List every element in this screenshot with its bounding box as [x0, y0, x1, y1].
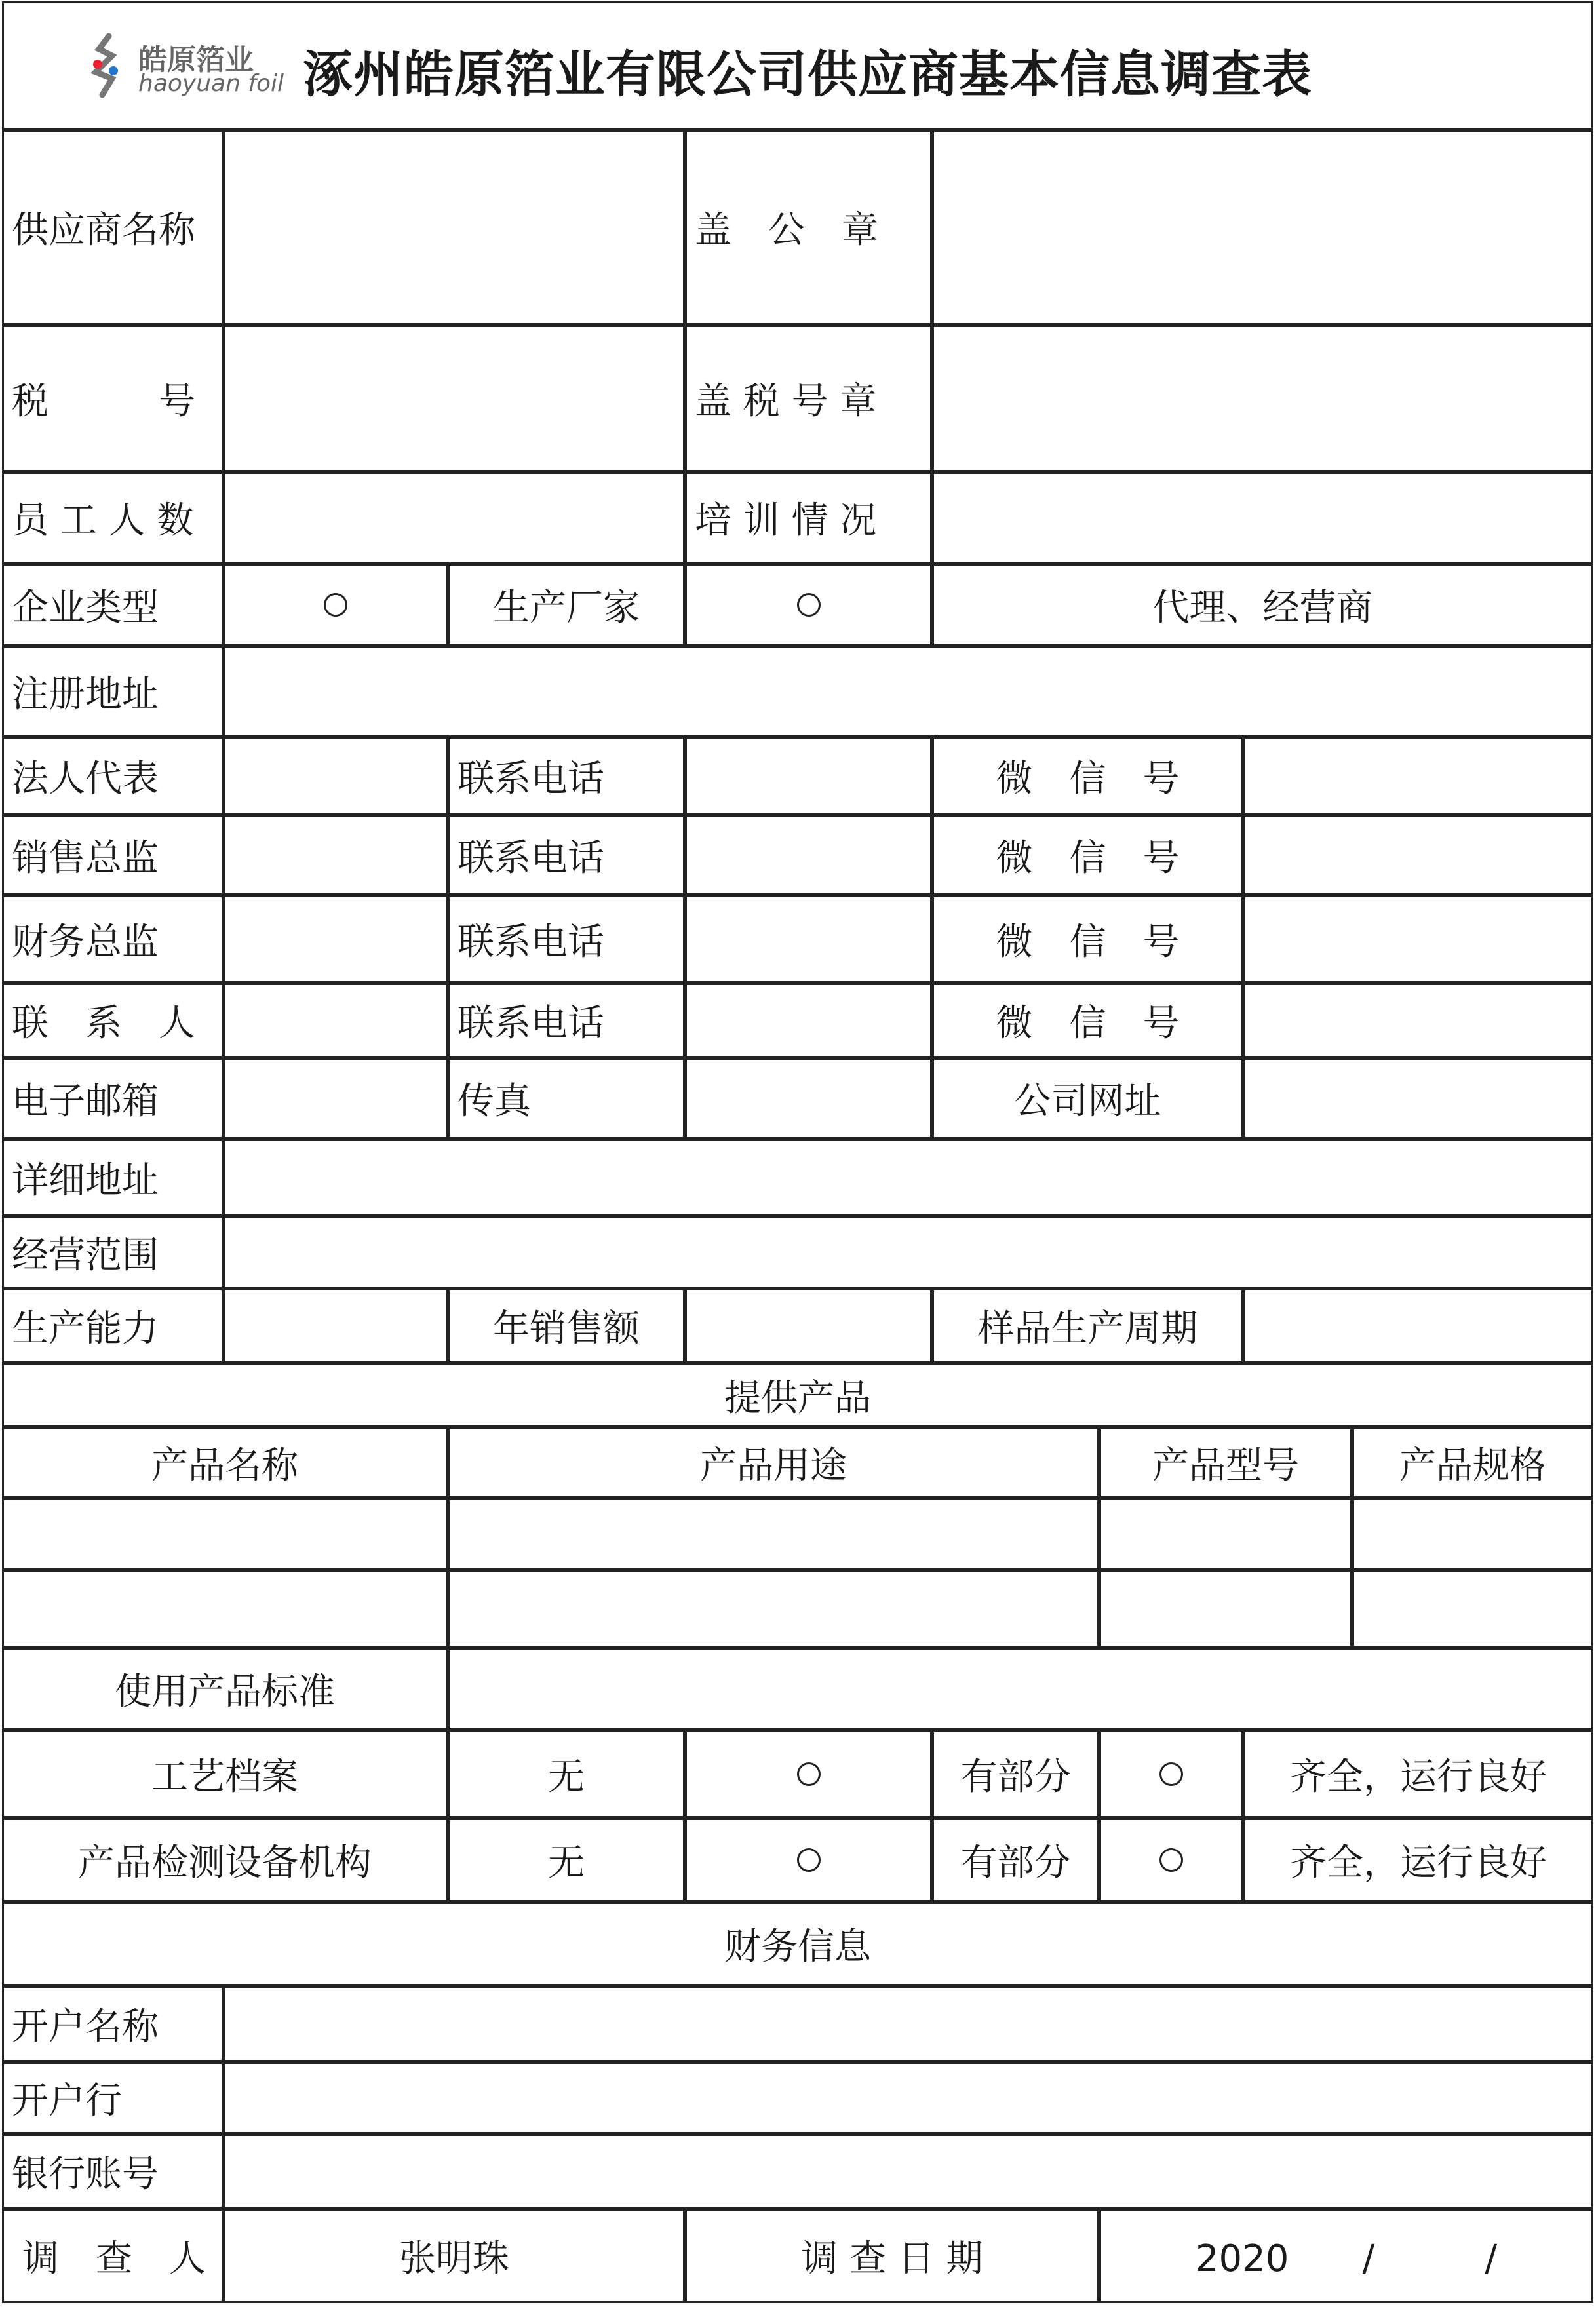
- field-supplier-name[interactable]: [224, 130, 685, 325]
- product-row-2-name[interactable]: [2, 1570, 448, 1648]
- label-partial: 有部分: [932, 1730, 1099, 1818]
- radio-process-partial[interactable]: [685, 1730, 932, 1818]
- label-agent-dealer: 代理、经营商: [932, 564, 1593, 646]
- field-fax[interactable]: [685, 1058, 932, 1139]
- supplier-survey-form: [3, 2, 1594, 2304]
- label-test-equipment: 产品检测设备机构: [2, 1818, 448, 1902]
- radio-test-partial[interactable]: [685, 1818, 932, 1902]
- label-account-number: 银行账号: [2, 2134, 224, 2209]
- label-none: 无: [448, 1818, 685, 1902]
- field-finance-director[interactable]: [224, 895, 448, 983]
- field-account-number[interactable]: [224, 2134, 1593, 2209]
- label-enterprise-type: 企业类型: [2, 564, 224, 646]
- field-email[interactable]: [224, 1058, 448, 1139]
- radio-circle-icon: [1159, 1848, 1183, 1872]
- col-product-name: 产品名称: [2, 1427, 448, 1498]
- field-legal-rep[interactable]: [224, 737, 448, 815]
- field-wechat[interactable]: [1243, 983, 1593, 1058]
- label-none: 无: [448, 1730, 685, 1818]
- field-account-name[interactable]: [224, 1986, 1593, 2062]
- field-registered-address[interactable]: [224, 646, 1593, 737]
- radio-agent[interactable]: [685, 564, 932, 646]
- label-complete: 齐全，运行良好: [1243, 1730, 1593, 1818]
- field-sales-director[interactable]: [224, 815, 448, 895]
- field-capacity[interactable]: [224, 1289, 448, 1363]
- label-account-name: 开户名称: [2, 1986, 224, 2062]
- logo-cn-text: 皓原箔业: [138, 43, 254, 77]
- label-investigation-date: 调 查 日 期: [685, 2209, 1099, 2303]
- field-phone[interactable]: [685, 815, 932, 895]
- logo-mark-icon: [86, 33, 132, 98]
- product-row-2-model[interactable]: [1099, 1570, 1352, 1648]
- field-sample-cycle[interactable]: [1243, 1289, 1593, 1363]
- label-manufacturer: 生产厂家: [448, 564, 685, 646]
- section-products-heading: 提供产品: [2, 1363, 1593, 1427]
- label-investigator: 调 查 人: [2, 2209, 224, 2303]
- field-business-scope[interactable]: [224, 1216, 1593, 1289]
- label-phone: 联系电话: [448, 983, 685, 1058]
- label-phone: 联系电话: [448, 895, 685, 983]
- label-wechat: 微 信 号: [932, 815, 1243, 895]
- field-investigation-date[interactable]: 2020 / /: [1099, 2209, 1593, 2303]
- radio-circle-icon: [324, 593, 347, 617]
- label-fax: 传真: [448, 1058, 685, 1139]
- company-logo: [86, 29, 282, 102]
- field-training[interactable]: [932, 472, 1593, 564]
- field-phone[interactable]: [685, 983, 932, 1058]
- label-phone: 联系电话: [448, 815, 685, 895]
- field-website[interactable]: [1243, 1058, 1593, 1139]
- field-wechat[interactable]: [1243, 895, 1593, 983]
- label-sample-cycle: 样品生产周期: [932, 1289, 1243, 1363]
- field-annual-sales[interactable]: [685, 1289, 932, 1363]
- field-phone[interactable]: [685, 737, 932, 815]
- field-phone[interactable]: [685, 895, 932, 983]
- radio-manufacturer[interactable]: [224, 564, 448, 646]
- label-phone: 联系电话: [448, 737, 685, 815]
- col-product-spec: 产品规格: [1352, 1427, 1593, 1498]
- field-tax-number[interactable]: [224, 325, 685, 472]
- radio-process-complete[interactable]: [1099, 1730, 1243, 1818]
- label-legal-rep: 法人代表: [2, 737, 224, 815]
- label-training: 培 训 情 况: [685, 472, 932, 564]
- field-detailed-address[interactable]: [224, 1139, 1593, 1216]
- field-contact-person[interactable]: [224, 983, 448, 1058]
- label-company-seal: 盖 公 章: [685, 130, 932, 325]
- product-row-1-use[interactable]: [448, 1498, 1099, 1570]
- product-row-2-use[interactable]: [448, 1570, 1099, 1648]
- label-bank: 开户行: [2, 2062, 224, 2134]
- product-row-2-spec[interactable]: [1352, 1570, 1593, 1648]
- label-wechat: 微 信 号: [932, 983, 1243, 1058]
- label-business-scope: 经营范围: [2, 1216, 224, 1289]
- label-contact-person: 联 系 人: [2, 983, 224, 1058]
- label-email: 电子邮箱: [2, 1058, 224, 1139]
- field-bank[interactable]: [224, 2062, 1593, 2134]
- label-sales-director: 销售总监: [2, 815, 224, 895]
- label-website: 公司网址: [932, 1058, 1243, 1139]
- product-row-1-spec[interactable]: [1352, 1498, 1593, 1570]
- radio-circle-icon: [1159, 1762, 1183, 1786]
- label-finance-director: 财务总监: [2, 895, 224, 983]
- label-employee-count: 员 工 人 数: [2, 472, 224, 564]
- label-wechat: 微 信 号: [932, 737, 1243, 815]
- form-title: 涿州皓原箔业有限公司供应商基本信息调查表: [303, 45, 1312, 104]
- field-employee-count[interactable]: [224, 472, 685, 564]
- product-row-1-model[interactable]: [1099, 1498, 1352, 1570]
- label-registered-address: 注册地址: [2, 646, 224, 737]
- label-process-file: 工艺档案: [2, 1730, 448, 1818]
- col-product-model: 产品型号: [1099, 1427, 1352, 1498]
- header-row: [2, 1, 1593, 130]
- radio-circle-icon: [797, 593, 821, 617]
- label-product-standard: 使用产品标准: [2, 1648, 448, 1730]
- product-row-1-name[interactable]: [2, 1498, 448, 1570]
- col-product-use: 产品用途: [448, 1427, 1099, 1498]
- field-wechat[interactable]: [1243, 737, 1593, 815]
- label-tax-seal: 盖 税 号 章: [685, 325, 932, 472]
- field-company-seal[interactable]: [932, 130, 1593, 325]
- label-tax-number: 税 号: [2, 325, 224, 472]
- field-wechat[interactable]: [1243, 815, 1593, 895]
- label-supplier-name: 供应商名称: [2, 130, 224, 325]
- field-product-standard[interactable]: [448, 1648, 1593, 1730]
- label-capacity: 生产能力: [2, 1289, 224, 1363]
- section-finance-heading: 财务信息: [2, 1902, 1593, 1986]
- radio-circle-icon: [797, 1848, 821, 1872]
- radio-test-complete[interactable]: [1099, 1818, 1243, 1902]
- logo-en-text: haoyuan foil: [138, 70, 284, 97]
- label-wechat: 微 信 号: [932, 895, 1243, 983]
- label-partial: 有部分: [932, 1818, 1099, 1902]
- field-tax-seal[interactable]: [932, 325, 1593, 472]
- label-detailed-address: 详细地址: [2, 1139, 224, 1216]
- label-annual-sales: 年销售额: [448, 1289, 685, 1363]
- field-investigator-name[interactable]: 张明珠: [224, 2209, 685, 2303]
- radio-circle-icon: [797, 1762, 821, 1786]
- label-complete: 齐全，运行良好: [1243, 1818, 1593, 1902]
